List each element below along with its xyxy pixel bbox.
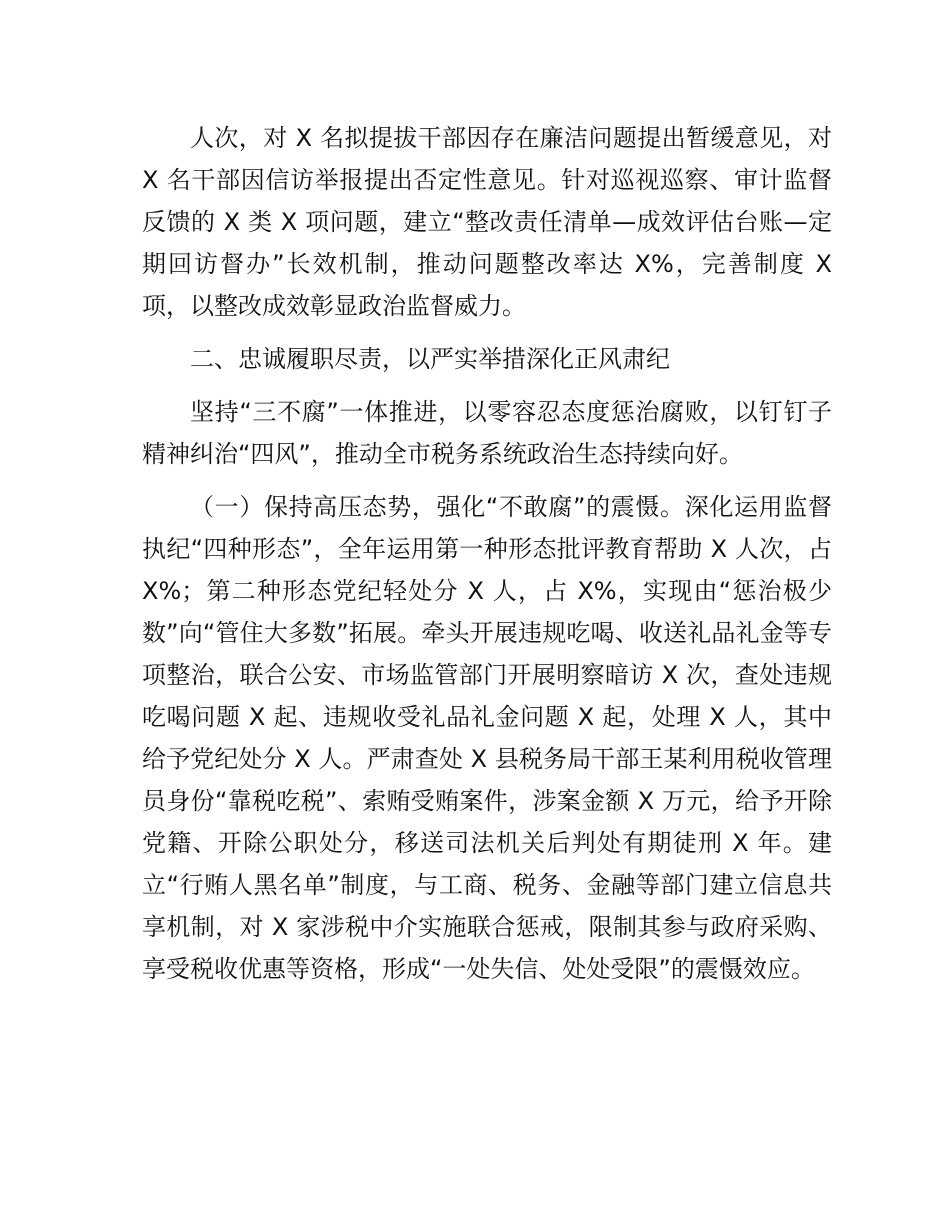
paragraph-subsection-1: （一）保持高压态势，强化“不敢腐”的震慑。深化运用监督执纪“四种形态”，全年运用第一种形态批评教育帮助 X 人次，占 X%；第二种形态党纪轻处分 X 人，占 X%，实现由“惩治极少数”向“管住大多数”拓展。牵头开展违规吃喝、收送礼品礼金等专项整治，联合公安、市场监管部门开展明察暗访 X 次，查处违规吃喝问题 X 起、违规收受礼品礼金问题 X 起，处理 X 人，其中给予党纪处分 X 人。严肃查处 X 县税务局干部王某利用税收管理员身份“靠税吃税”、索贿受贿案件，涉案金额 X 万元，给予开除党籍、开除公职处分，移送司法机关后判处有期徒刑 X 年。建立“行贿人黑名单”制度，与工商、税务、金融等部门建立信息共享机制，对 X 家涉税中介实施联合惩戒，限制其参与政府采购、享受税收优惠等资格，形成“一处失信、处处受限”的震慑效应。 bbox=[142, 493, 832, 983]
section-heading: 二、忠诚履职尽责，以严实举措深化正风肃纪 bbox=[190, 345, 670, 373]
document-body bbox=[142, 115, 832, 1001]
paragraph-continuation: 人次，对 X 名拟提拔干部因存在廉洁问题提出暂缓意见，对 X 名干部因信访举报提出否定性意见。针对巡视巡察、审计监督反馈的 X 类 X 项问题，建立“整改责任清单—成效评估台账—定期回访督办”长效机制，推动问题整改率达 X%，完善制度 X 项，以整改成效彰显政治监督威力。 bbox=[142, 124, 832, 320]
paragraph-intro: 坚持“三不腐”一体推进，以零容忍态度惩治腐败，以钉钉子精神纠治“四风”，推动全市税务系统政治生态持续向好。 bbox=[142, 398, 832, 468]
